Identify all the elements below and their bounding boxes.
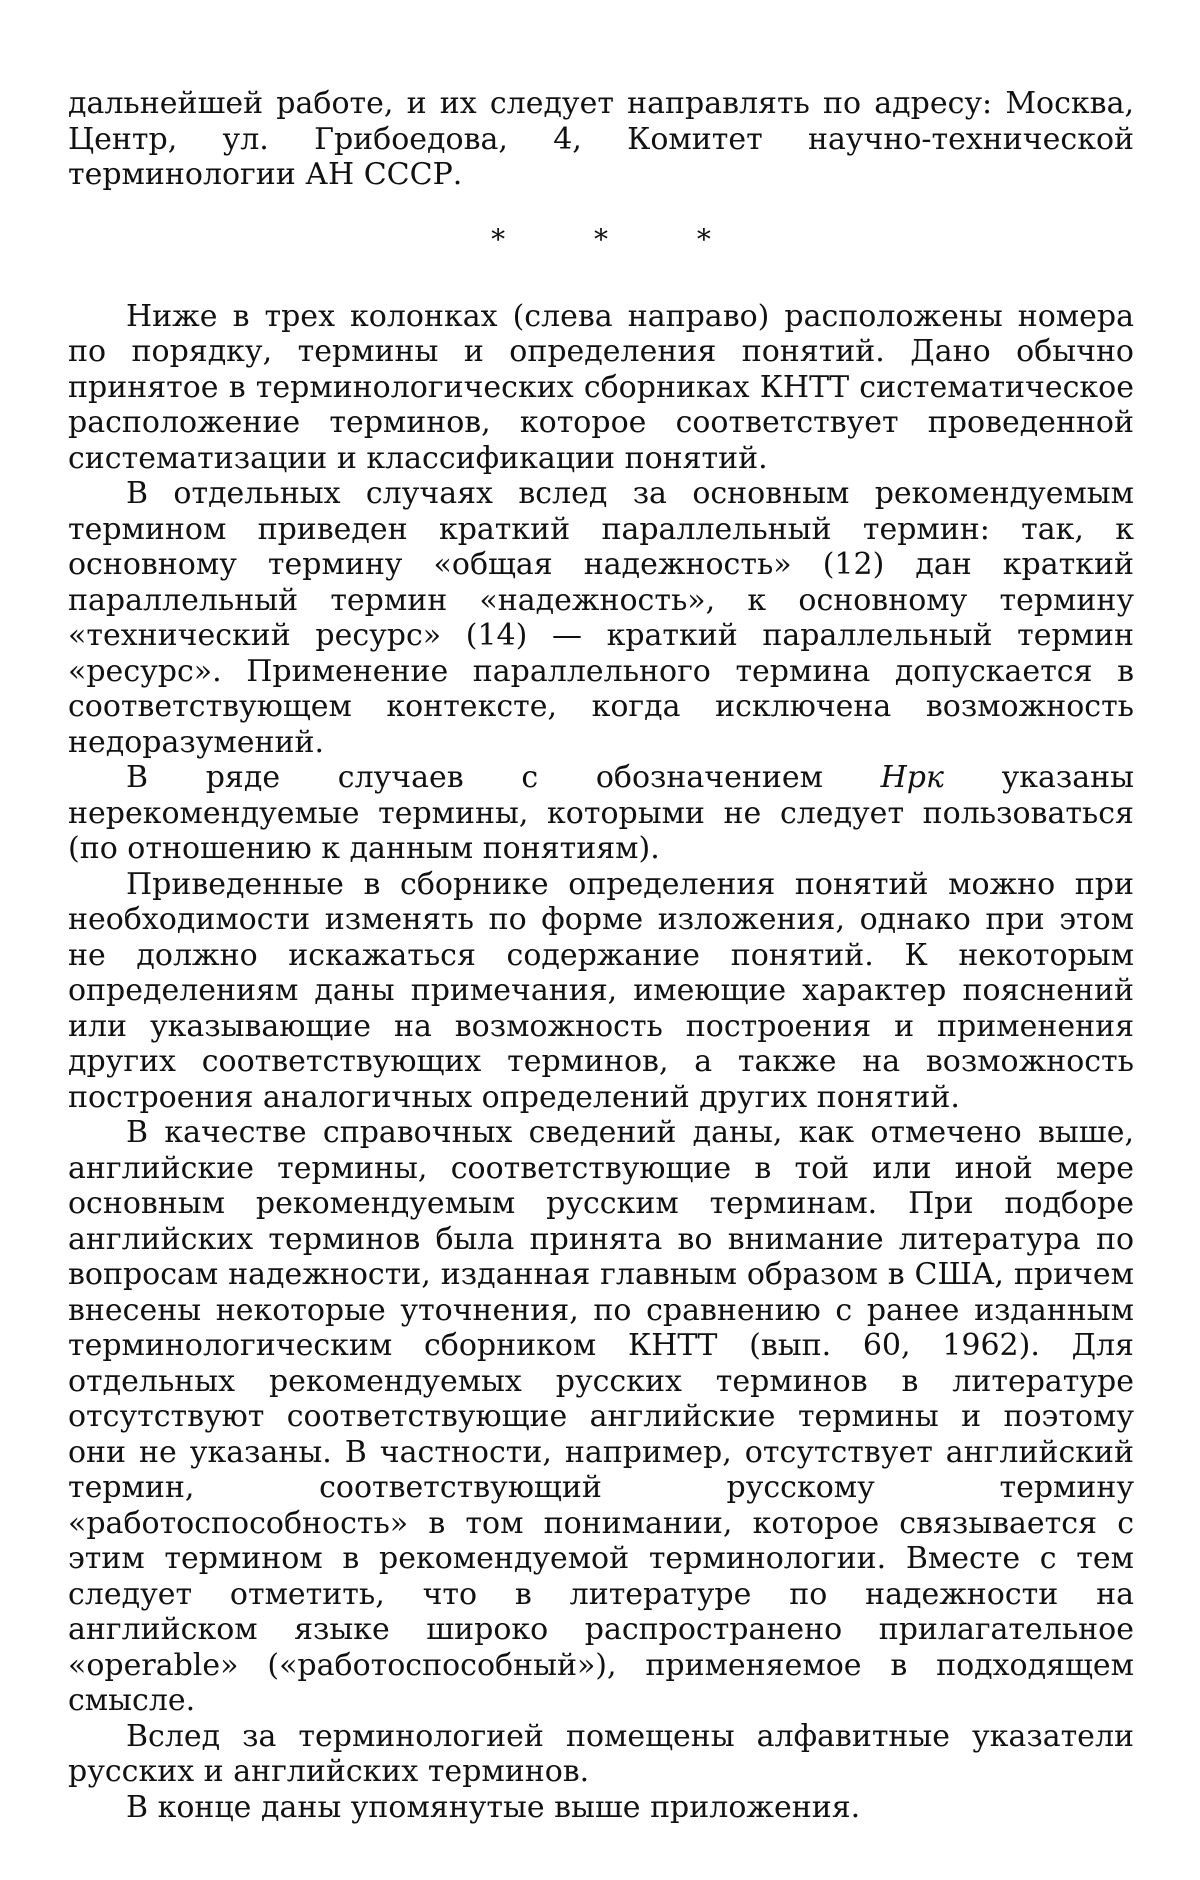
document-page [68,86,1134,1825]
paragraph-text-before: В ряде случаев с обозначением [126,760,881,795]
paragraph-parallel-terms: В отдельных случаях вслед за основным рекомендуемым термином приведен краткий параллельный термин: так, к основному термину «общая надежность» (12) дан краткий параллельный термин «надежность», к основному термину «технический ресурс» (14) — краткий параллельный термин «ресурс». Применение параллельного термина допускается в соответствующем контексте, когда исключена возможность недоразумений. [68,476,1134,760]
paragraph-not-recommended [68,760,1134,867]
opening-paragraph: дальнейшей работе, и их следует направлять по адресу: Москва, Центр, ул. Грибоедова, 4, Комитет научно-технической терминологии АН СССР. [68,86,1134,192]
paragraph-english-terms: В качестве справочных сведений даны, как отмечено выше, английские термины, соответствующие в той или иной мере основным рекомендуемым русским терминам. При подборе английских терминов была принята во внимание литература по вопросам надежности, изданная главным образом в США, причем внесены некоторые уточнения, по сравнению с ранее изданным терминологическим сборником КНТТ (вып. 60, 1962). Для отдельных рекомендуемых русских терминов в литературе отсутствуют соответствующие английские термины и поэтому они не указаны. В частности, например, отсутствует английский термин, соответствующий русскому термину «работоспособность» в том понимании, которое связывается с этим термином в рекомендуемой терминологии. Вместе с тем следует отметить, что в литературе по надежности на английском языке широко распространено прилагательное «operable» («работоспособный»), применяемое в подходящем смысле. [68,1115,1134,1718]
paragraph-columns: Ниже в трех колонках (слева направо) расположены номера по порядку, термины и определения понятий. Дано обычно принятое в терминологических сборниках КНТТ систематическое расположение терминов, которое соответствует проведенной систематизации и классификации понятий. [68,298,1134,476]
paragraph-appendices: В конце даны упомянутые выше приложения. [126,1789,861,1825]
paragraph-indexes: Вслед за терминологией помещены алфавитные указатели русских и английских терминов. [68,1718,1134,1789]
nrk-abbreviation: Нрк [880,760,944,795]
paragraph-definitions: Приведенные в сборнике определения понятий можно при необходимости изменять по форме изложения, однако при этом не должно искажаться содержание понятий. К некоторым определениям даны примечания, имеющие характер пояснений или указывающие на возможность построения и применения других соответствующих терминов, а также на возможность построения аналогичных определений других понятий. [68,866,1134,1115]
paragraph-text-after: указаны нерекомендуемые термины, которыми не следует пользоваться (по отношению к данным понятиям). [68,760,1134,866]
section-separator: * * * [491,222,751,256]
